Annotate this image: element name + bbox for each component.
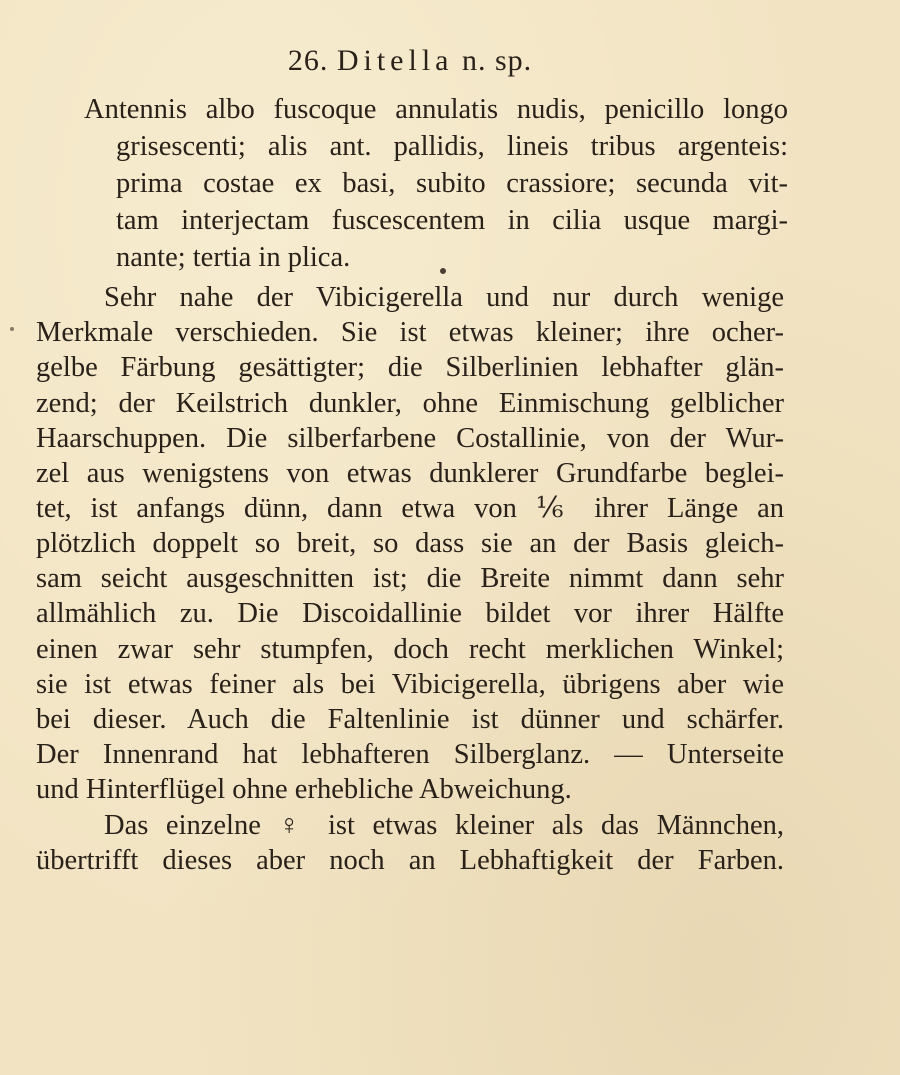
german-line: übertrifft dieses aber noch an Lebhaftigkeit der Farben. xyxy=(36,845,784,876)
latin-line: Antennis albo fuscoque annulatis nudis, penicillo longo xyxy=(84,94,788,125)
latin-line: grisescenti; alis ant. pallidis, lineis tribus argenteis: xyxy=(116,131,788,162)
german-line: einen zwar sehr stumpfen, doch recht merklichen Winkel; xyxy=(36,634,784,665)
print-speck xyxy=(10,327,14,331)
german-line: Das einzelne ♀ ist etwas kleiner als das Männchen, xyxy=(104,810,784,841)
species-suffix: n. sp. xyxy=(461,44,533,77)
german-line: und Hinterflügel ohne erhebliche Abweichung. xyxy=(36,774,572,805)
german-line: sie ist etwas feiner als bei Vibicigerella, übrigens aber wie xyxy=(36,669,784,700)
latin-line: nante; tertia in plica. xyxy=(116,242,351,273)
print-speck xyxy=(440,268,446,274)
species-genus: Ditella xyxy=(336,44,454,77)
german-line: Der Innenrand hat lebhafteren Silberglanz. — Unterseite xyxy=(36,739,784,770)
species-number: 26. xyxy=(287,44,329,77)
german-line: sam seicht ausgeschnitten ist; die Breite nimmt dann sehr xyxy=(36,563,784,594)
german-line: Sehr nahe der Vibicigerella und nur durch wenige xyxy=(104,282,784,313)
german-line: allmählich zu. Die Discoidallinie bildet vor ihrer Hälfte xyxy=(36,598,784,629)
german-line: bei dieser. Auch die Faltenlinie ist dünner und schärfer. xyxy=(36,704,784,735)
german-line: tet, ist anfangs dünn, dann etwa von ⅙ ihrer Länge an xyxy=(36,493,784,524)
latin-line: tam interjectam fuscescentem in cilia usque margi- xyxy=(116,205,788,236)
german-line: plötzlich doppelt so breit, so dass sie an der Basis gleich- xyxy=(36,528,784,559)
species-heading xyxy=(0,44,820,78)
german-line: gelbe Färbung gesättigter; die Silberlinien lebhafter glän- xyxy=(36,352,784,383)
german-line: Merkmale verschieden. Sie ist etwas kleiner; ihre ocher- xyxy=(36,317,784,348)
latin-line: prima costae ex basi, subito crassiore; secunda vit- xyxy=(116,168,788,199)
german-line: zend; der Keilstrich dunkler, ohne Einmischung gelblicher xyxy=(36,388,784,419)
german-line: zel aus wenigstens von etwas dunklerer Grundfarbe beglei- xyxy=(36,458,784,489)
german-line: Haarschuppen. Die silberfarbene Costallinie, von der Wur- xyxy=(36,423,784,454)
